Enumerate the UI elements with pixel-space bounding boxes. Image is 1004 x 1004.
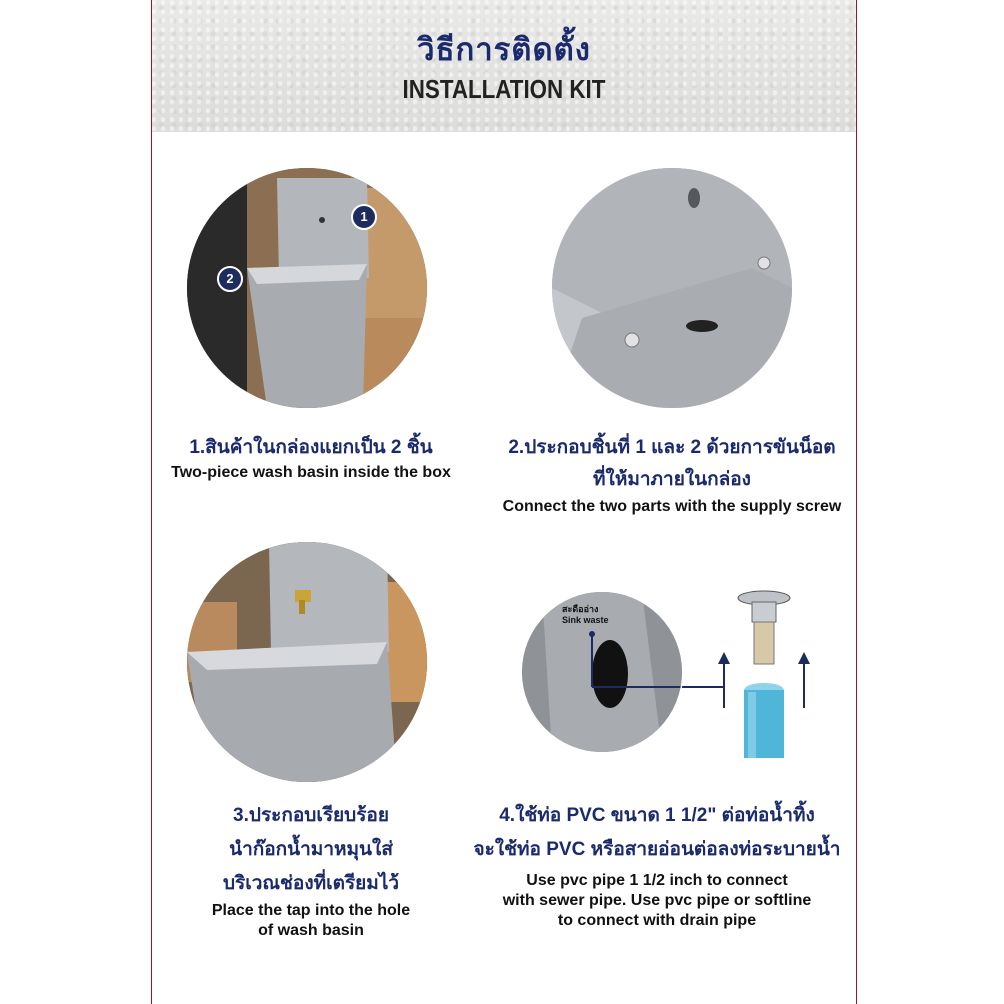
installation-sheet [151, 0, 857, 1004]
step2-illustration [552, 168, 792, 408]
step3-illustration [187, 542, 427, 782]
step3-photo [187, 542, 427, 782]
step3-caption-english-line1: Place the tap into the hole [211, 902, 411, 919]
header-banner [152, 0, 856, 132]
step4-caption-english-line3: to connect with drain pipe [557, 912, 757, 929]
step1-caption-english: Two-piece wash basin inside the box [171, 464, 451, 481]
badge-part-1: 1 [351, 204, 377, 230]
step4-caption-english-line2: with sewer pipe. Use pvc pipe or softline [502, 892, 812, 909]
step3-caption-thai-line1: 3.ประกอบเรียบร้อย [233, 805, 389, 826]
step1-photo [187, 168, 427, 408]
title-english: INSTALLATION KIT [402, 74, 606, 104]
step2-caption-thai-line2: ที่ให้มาภายในกล่อง [593, 469, 751, 490]
step4-caption-thai-line2: จะใช้ท่อ PVC หรือสายอ่อนต่อลงท่อระบายน้ำ [473, 839, 841, 860]
callout-english: Sink waste [562, 615, 609, 625]
drain-parts-illustration [682, 590, 852, 770]
step3-caption-thai-line3: บริเวณช่องที่เตรียมไว้ [222, 873, 400, 894]
step2-caption-thai-line1: 2.ประกอบชิ้นที่ 1 และ 2 ด้วยการขันน็อต [508, 437, 836, 458]
title-thai: วิธีการติดตั้ง [417, 32, 591, 67]
step3-caption-thai-line2: นำก๊อกน้ำมาหมุนใส่ [229, 839, 393, 860]
callout-thai: สะดืออ่าง [562, 604, 599, 614]
sink-waste-callout [562, 604, 609, 626]
step4-caption-english-line1: Use pvc pipe 1 1/2 inch to connect [526, 872, 788, 889]
step2-photo [552, 168, 792, 408]
step4-caption-thai-line1: 4.ใช้ท่อ PVC ขนาด 1 1/2" ต่อท่อน้ำทิ้ง [499, 805, 815, 826]
badge-part-2: 2 [217, 266, 243, 292]
step2-caption-english: Connect the two parts with the supply screw [502, 498, 842, 515]
step3-caption-english-line2: of wash basin [258, 922, 364, 939]
step1-caption-thai: 1.สินค้าในกล่องแยกเป็น 2 ชิ้น [189, 437, 433, 458]
